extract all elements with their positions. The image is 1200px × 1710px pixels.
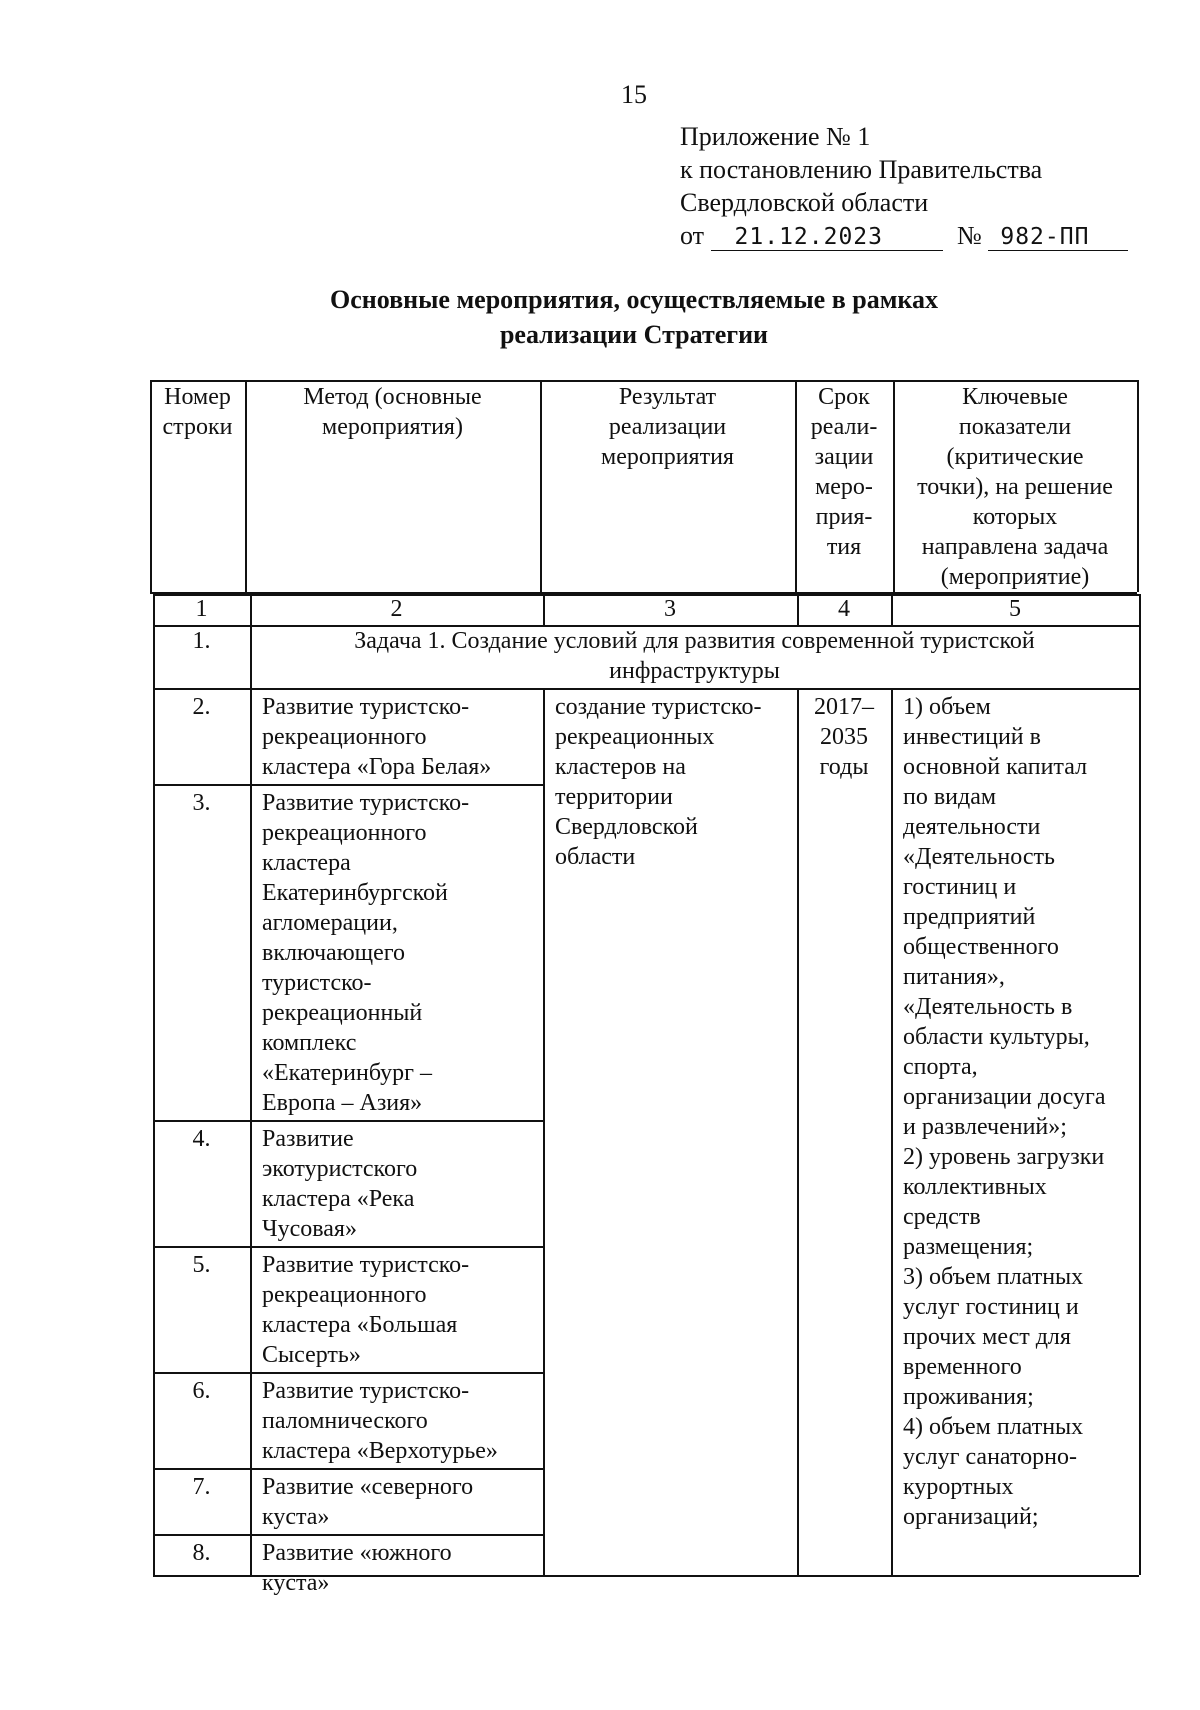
row-number — [153, 692, 250, 722]
row-number-line: 6. — [192, 1378, 211, 1404]
indicators-cell-line: и развлечений»; — [903, 1114, 1067, 1140]
row-method — [250, 1124, 543, 1244]
header-col-5-line: точки), на решение — [917, 474, 1113, 500]
column-number-5 — [891, 594, 1139, 624]
indicators-cell-line: 3) объем платных — [903, 1264, 1084, 1290]
indicators-cell-line: организаций; — [903, 1504, 1039, 1530]
term-cell-line: годы — [819, 754, 869, 780]
from-label: от — [680, 221, 705, 250]
indicators-cell-line: спорта, — [903, 1054, 978, 1080]
header-col-2-line: Метод (основные — [303, 384, 482, 410]
row-method-line: Развитие «северного — [262, 1474, 474, 1500]
header-col-2 — [245, 382, 540, 442]
row-method-line: туристско- — [262, 970, 372, 996]
indicators-cell-line: «Деятельность в — [903, 994, 1073, 1020]
indicators-cell-line: предприятий — [903, 904, 1036, 930]
body-sep-result-term — [797, 688, 799, 1575]
row-method-line: рекреационного — [262, 820, 427, 846]
row-number-line: 4. — [192, 1126, 211, 1152]
indicators-cell-line: питания», — [903, 964, 1005, 990]
row-method-line: Екатеринбургской — [262, 880, 448, 906]
term-cell-line: 2035 — [820, 724, 868, 750]
row-method-line: «Екатеринбург – — [262, 1060, 432, 1086]
row-divider — [153, 1534, 543, 1536]
header-col-border-5 — [1137, 380, 1139, 592]
row-number-line: 7. — [192, 1474, 211, 1500]
column-number-1 — [153, 594, 250, 624]
row-divider — [153, 1468, 543, 1470]
task-title-line: Задача 1. Создание условий для развития современной туристской — [354, 628, 1035, 654]
row-number — [153, 1376, 250, 1406]
row-method-line: кластера «Река — [262, 1186, 415, 1212]
task-title — [250, 626, 1139, 686]
row-method-line: включающего — [262, 940, 406, 966]
annex-date-line — [680, 219, 1128, 252]
row-divider — [153, 1372, 543, 1374]
indicators-cell-line: курортных — [903, 1474, 1014, 1500]
row-method — [250, 692, 543, 782]
row-method-line: Развитие туристско- — [262, 790, 470, 816]
indicators-cell-line: 2) уровень загрузки — [903, 1144, 1105, 1170]
row-divider — [153, 1120, 543, 1122]
header-col-3-line: мероприятия — [601, 444, 734, 470]
number-label: № — [957, 221, 982, 250]
term-cell-line: 2017– — [814, 694, 874, 720]
indicators-cell-line: прочих мест для — [903, 1324, 1071, 1350]
indicators-cell-line: 1) объем — [903, 694, 991, 720]
row-method-line: Развитие туристско- — [262, 1252, 470, 1278]
indicators-cell-line: общественного — [903, 934, 1059, 960]
header-col-4-line: меро- — [815, 474, 873, 500]
row-number — [153, 1538, 250, 1568]
header-col-4 — [795, 382, 893, 562]
result-cell-line: территории — [555, 784, 673, 810]
header-col-5-line: (мероприятие) — [940, 564, 1090, 590]
indicators-cell-line: услуг гостиниц и — [903, 1294, 1079, 1320]
title-line-2: реализации Стратегии — [499, 320, 769, 349]
title-line-1: Основные мероприятия, осуществляемые в рамках — [329, 285, 939, 314]
page-number: 15 — [621, 80, 647, 109]
row-number — [153, 1250, 250, 1280]
row-number-line: 2. — [192, 694, 211, 720]
task-number-line: 1. — [192, 628, 211, 654]
indicators-cell-line: проживания; — [903, 1384, 1034, 1410]
header-col-3-line: реализации — [608, 414, 727, 440]
row-method — [250, 1250, 543, 1370]
row-method — [250, 1472, 543, 1532]
header-col-4-line: прия- — [815, 504, 873, 530]
header-col-3-line: Результат — [618, 384, 717, 410]
indicators-cell-line: инвестиций в — [903, 724, 1041, 750]
annex-line-1: Приложение № 1 — [680, 122, 871, 151]
row-method-line: комплекс — [262, 1030, 357, 1056]
header-col-4-line: тия — [826, 534, 862, 560]
decree-date: 21.12.2023 — [711, 224, 943, 251]
header-col-4-line: Срок — [818, 384, 870, 410]
header-col-1 — [150, 382, 245, 442]
row-method-line: Развитие — [262, 1126, 354, 1152]
header-col-5-line: направлена задача — [921, 534, 1109, 560]
row-method-line: Развитие туристско- — [262, 1378, 470, 1404]
indicators-cell-line: деятельности — [903, 814, 1041, 840]
column-number-3 — [543, 594, 797, 624]
row-method — [250, 1376, 543, 1466]
column-number-1-line: 1 — [195, 596, 208, 622]
row-number-line: 5. — [192, 1252, 211, 1278]
row-number-line: 3. — [192, 790, 211, 816]
row-method-line: кластера — [262, 850, 351, 876]
row-method-line: рекреационный — [262, 1000, 423, 1026]
indicators-cell-line: по видам — [903, 784, 997, 810]
row-method-line: Развитие туристско- — [262, 694, 470, 720]
column-number-5-line: 5 — [1009, 596, 1021, 622]
column-number-2 — [250, 594, 543, 624]
row-method-line: Сысерть» — [262, 1342, 361, 1368]
row-method-line: куста» — [262, 1504, 330, 1530]
indicators-cell-line: «Деятельность — [903, 844, 1055, 870]
row-method-line: Европа – Азия» — [262, 1090, 423, 1116]
header-col-2-line: мероприятия) — [322, 414, 463, 440]
annex-block — [680, 120, 1128, 252]
indicators-cell-line: основной капитал — [903, 754, 1088, 780]
header-col-4-line: реали- — [810, 414, 878, 440]
row-method-line: куста» — [262, 1570, 330, 1596]
header-col-1-line: Номер — [164, 384, 231, 410]
result-cell-line: создание туристско- — [555, 694, 762, 720]
row-number — [153, 1472, 250, 1502]
result-cell-line: рекреационных — [555, 724, 715, 750]
indicators-cell-line: коллективных — [903, 1174, 1047, 1200]
row-method-line: кластера «Большая — [262, 1312, 458, 1338]
column-number-4 — [797, 594, 891, 624]
indicators-cell-line: услуг санаторно- — [903, 1444, 1077, 1470]
result-cell-line: кластеров на — [555, 754, 686, 780]
header-col-4-line: зации — [814, 444, 874, 470]
row-method-line: Чусовая» — [262, 1216, 357, 1242]
header-col-5-line: показатели — [958, 414, 1072, 440]
result-cell — [543, 692, 797, 872]
result-cell-line: Свердловской — [555, 814, 698, 840]
body-border-left — [153, 594, 155, 1575]
header-col-5-line: Ключевые — [962, 384, 1068, 410]
row-method — [250, 1538, 543, 1598]
task-number — [153, 626, 250, 656]
task-row-bottom — [153, 688, 1139, 690]
column-number-3-line: 3 — [664, 596, 676, 622]
row-number — [153, 788, 250, 818]
row-method-line: агломерации, — [262, 910, 398, 936]
annex-line-3: Свердловской области — [680, 188, 929, 217]
term-cell — [797, 692, 891, 782]
column-number-2-line: 2 — [390, 596, 403, 622]
row-divider — [153, 784, 543, 786]
annex-line-2: к постановлению Правительства — [680, 155, 1043, 184]
row-method-line: экотуристского — [262, 1156, 418, 1182]
indicators-cell-line: 4) объем платных — [903, 1414, 1084, 1440]
indicators-cell-line: временного — [903, 1354, 1022, 1380]
row-method-line: кластера «Верхотурье» — [262, 1438, 498, 1464]
indicators-cell-line: размещения; — [903, 1234, 1034, 1260]
row-number-line: 8. — [192, 1540, 211, 1566]
row-method-line: паломнического — [262, 1408, 428, 1434]
row-method — [250, 788, 543, 1118]
header-col-5 — [893, 382, 1137, 592]
result-cell-line: области — [555, 844, 636, 870]
row-method-line: рекреационного — [262, 724, 427, 750]
row-divider — [153, 1246, 543, 1248]
row-method-line: кластера «Гора Белая» — [262, 754, 492, 780]
row-method-line: рекреационного — [262, 1282, 427, 1308]
header-col-3 — [540, 382, 795, 472]
document-title — [0, 282, 1200, 352]
row-number — [153, 1124, 250, 1154]
row-method-line: Развитие «южного — [262, 1540, 452, 1566]
indicators-cell-line: гостиниц и — [903, 874, 1017, 900]
indicators-cell-line: области культуры, — [903, 1024, 1090, 1050]
indicators-cell — [891, 692, 1143, 1532]
header-col-1-line: строки — [162, 414, 233, 440]
decree-number: 982-ПП — [988, 224, 1128, 251]
header-col-5-line: которых — [972, 504, 1058, 530]
column-number-4-line: 4 — [838, 596, 850, 622]
indicators-cell-line: организации досуга — [903, 1084, 1106, 1110]
task-title-line: инфраструктуры — [609, 658, 780, 684]
indicators-cell-line: средств — [903, 1204, 981, 1230]
header-col-5-line: (критические — [946, 444, 1084, 470]
